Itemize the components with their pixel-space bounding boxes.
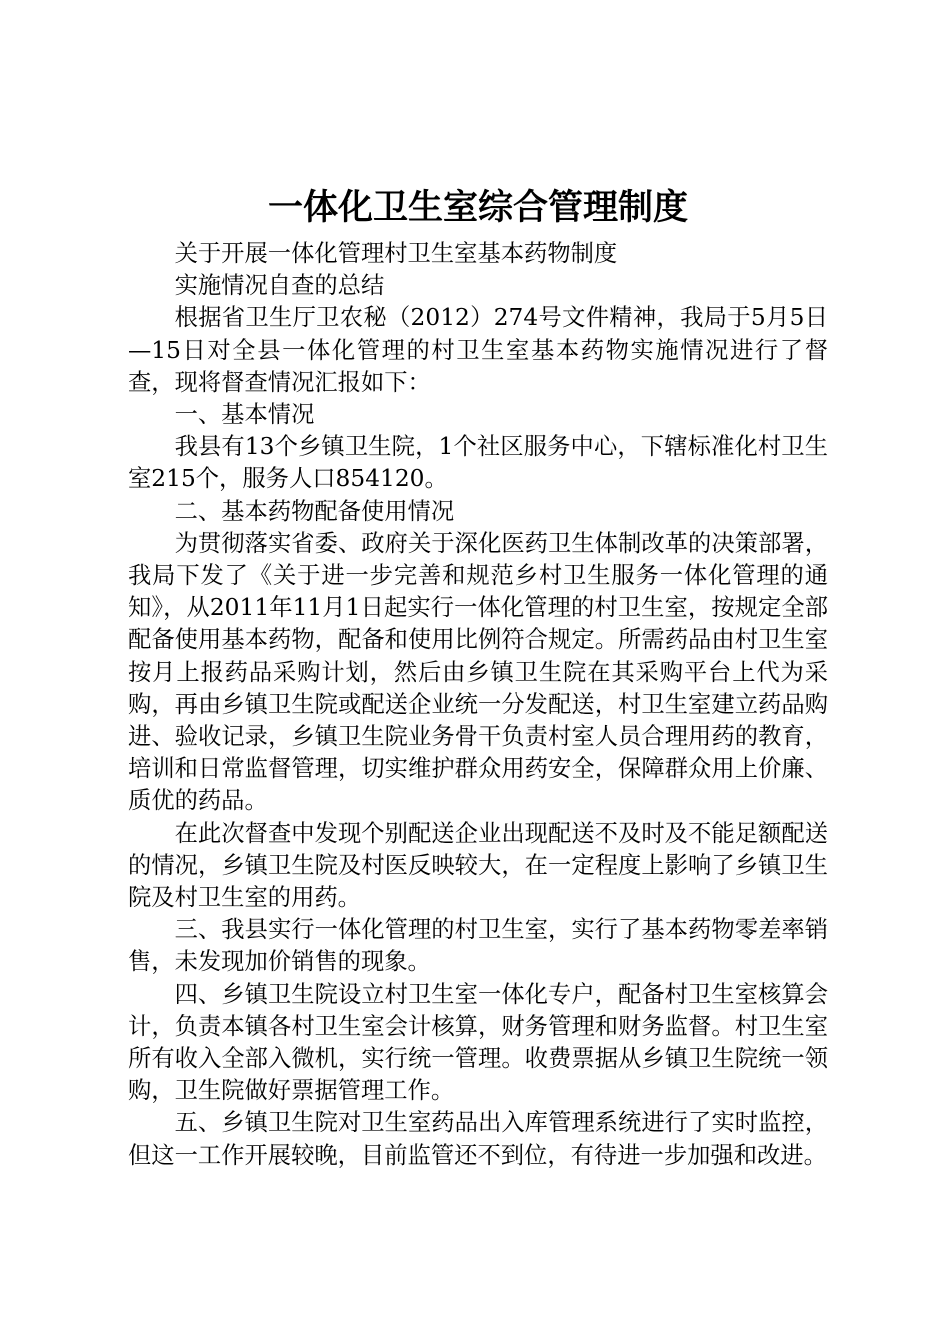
paragraph-basic-situation: 我县有13个乡镇卫生院，1个社区服务中心，下辖标准化村卫生室215个，服务人口854120。 — [128, 433, 828, 493]
section-heading-basic-situation: 一、基本情况 — [174, 401, 315, 429]
paragraph-point-four: 四、乡镇卫生院设立村卫生室一体化专户，配备村卫生室核算会计，负责本镇各村卫生室会计核算，财务管理和财务监督。村卫生室所有收入全部入微机，实行统一管理。收费票据从乡镇卫生院统一领购，卫生院做好票据管理工作。 — [128, 980, 828, 1105]
paragraph-point-five: 五、乡镇卫生院对卫生室药品出入库管理系统进行了实时监控，但这一工作开展较晚，目前监管还不到位，有待进一步加强和改进。 — [128, 1109, 828, 1169]
paragraph-intro: 根据省卫生厅卫农秘（2012）274号文件精神，我局于5月5日—15日对全县一体化管理的村卫生室基本药物实施情况进行了督查，现将督查情况汇报如下： — [128, 304, 828, 396]
document-page — [128, 178, 828, 1172]
section-heading-drug-usage: 二、基本药物配备使用情况 — [174, 497, 455, 525]
paragraph-subtitle-line-2: 实施情况自查的总结 — [174, 272, 385, 300]
document-title: 一体化卫生室综合管理制度 — [267, 187, 688, 228]
paragraph-point-three: 三、我县实行一体化管理的村卫生室，实行了基本药物零差率销售，未发现加价销售的现象。 — [128, 916, 828, 976]
paragraph-subtitle-line-1: 关于开展一体化管理村卫生室基本药物制度 — [174, 240, 618, 267]
paragraph-inspection-findings: 在此次督查中发现个别配送企业出现配送不及时及不能足额配送的情况，乡镇卫生院及村医反映较大，在一定程度上影响了乡镇卫生院及村卫生室的用药。 — [128, 819, 828, 912]
paragraph-drug-usage: 为贯彻落实省委、政府关于深化医药卫生体制改革的决策部署，我局下发了《关于进一步完善和规范乡村卫生服务一体化管理的通知》，从2011年11月1日起实行一体化管理的村卫生室，按规定全部配备使用基本药物，配备和使用比例符合规定。所需药品由村卫生室按月上报药品采购计划，然后由乡镇卫生院在其采购平台上代为采购，再由乡镇卫生院或配送企业统一分发配送，村卫生室建立药品购进、验收记录，乡镇卫生院业务骨干负责村室人员合理用药的教育，培训和日常监督管理，切实维护群众用药安全，保障群众用上价廉、质优的药品。 — [128, 529, 828, 815]
